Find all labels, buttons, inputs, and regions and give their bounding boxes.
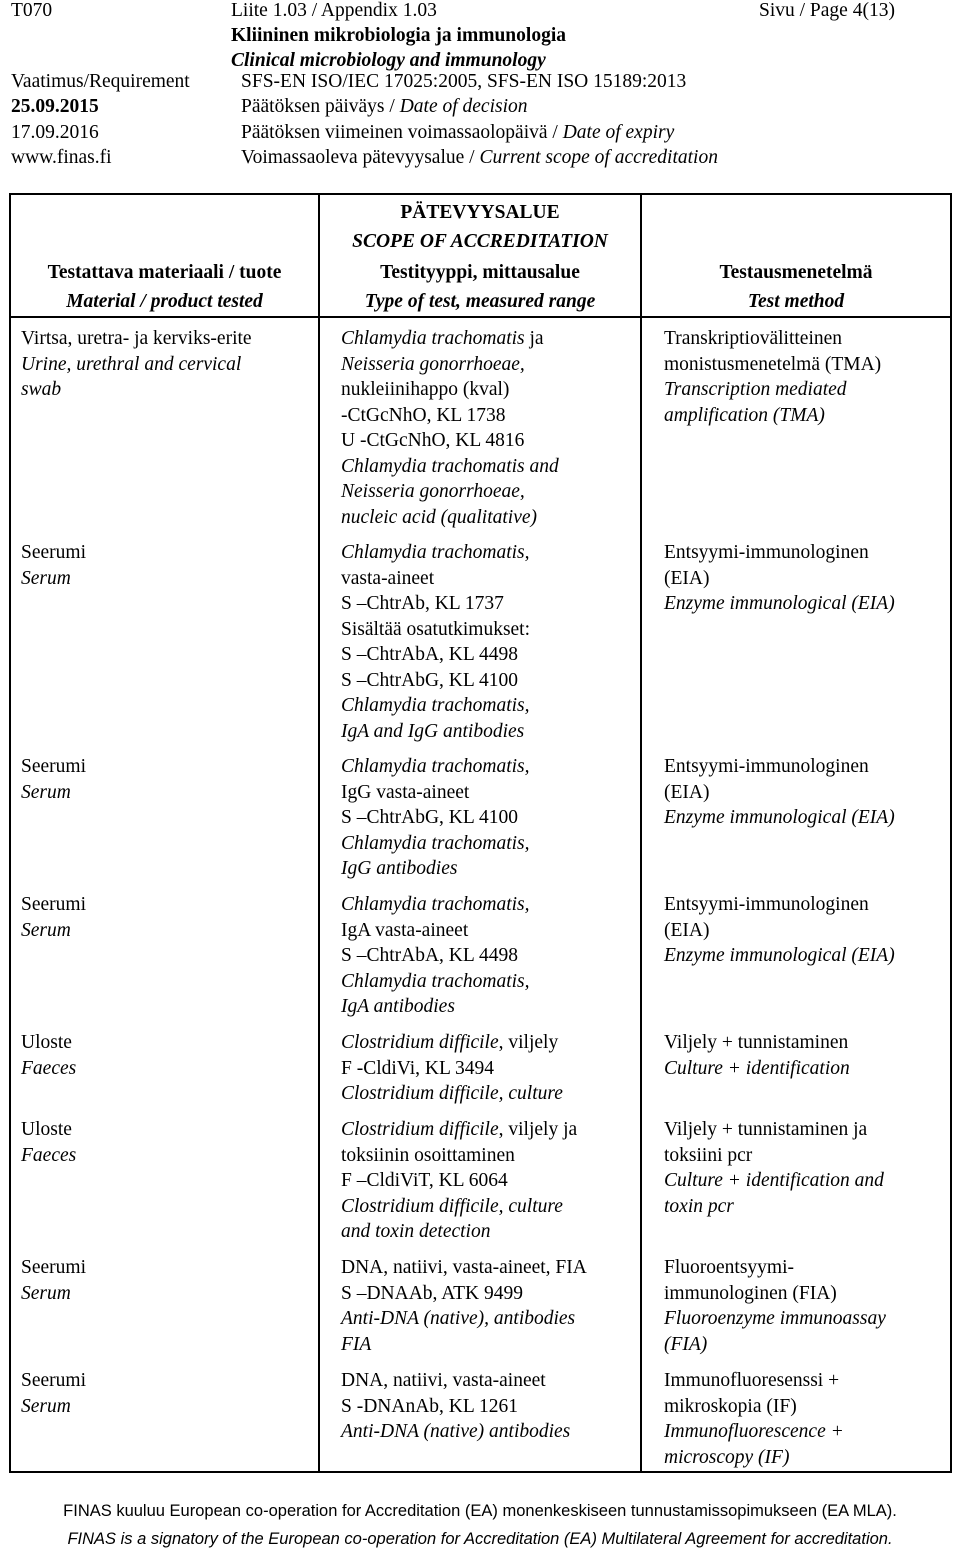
material-en: Faeces: [21, 1144, 77, 1166]
method-en: Culture + identification and: [664, 1170, 884, 1191]
row1-material: [21, 326, 252, 403]
decision-label: [241, 96, 528, 118]
header-row-1: [11, 0, 951, 25]
organism-name: Chlamydia trachomatis,: [341, 542, 530, 563]
test-en: nucleic acid (qualitative): [341, 506, 538, 528]
test-line: DNA, natiivi, vasta-aineet: [341, 1370, 546, 1391]
scope-title-en: SCOPE OF ACCREDITATION: [352, 231, 608, 252]
row2-method: [664, 540, 895, 617]
method-en: Enzyme immunological (EIA): [664, 593, 895, 614]
row6-test: [341, 1117, 577, 1245]
organism-name: Chlamydia trachomatis,: [341, 756, 530, 777]
organism-name: Neisseria gonorrhoeae,: [341, 353, 525, 375]
organism-name: Chlamydia trachomatis,: [341, 894, 530, 915]
material-fi: Seerumi: [21, 1370, 86, 1391]
method-en: Enzyme immunological (EIA): [664, 945, 895, 966]
test-line: toksiinin osoittaminen: [341, 1144, 515, 1166]
method-fi: (EIA): [664, 781, 710, 803]
test-en: Chlamydia trachomatis and: [341, 455, 559, 477]
material-en-cont: swab: [21, 379, 62, 400]
row2-material: [21, 540, 86, 591]
row8-test: [341, 1368, 570, 1445]
decision-date: 25.09.2015: [11, 96, 99, 117]
footer-note-en: FINAS is a signatory of the European co-operation for Accreditation (EA) Multilateral Agreement for accreditation.: [67, 1530, 893, 1548]
test-code: -CtGcNhO, KL 1738: [341, 404, 506, 426]
page-number: Sivu / Page 4(13): [759, 0, 895, 21]
method-en: Immunofluorescence +: [664, 1421, 844, 1442]
row2-test: [341, 540, 530, 744]
row5-material: [21, 1030, 76, 1081]
material-fi: Seerumi: [21, 894, 86, 915]
test-line: [341, 1030, 563, 1056]
test-line-text: , viljely ja: [498, 1119, 578, 1140]
scope-label-fi: Voimassaoleva pätevyysalue /: [241, 147, 480, 168]
website: www.finas.fi: [11, 147, 112, 168]
method-fi: (EIA): [664, 567, 710, 589]
material-en: Serum: [21, 1395, 71, 1417]
test-line: Sisältää osatutkimukset:: [341, 618, 531, 640]
method-fi: Viljely + tunnistaminen ja: [664, 1119, 868, 1140]
test-en: Clostridium difficile, culture: [341, 1083, 563, 1104]
row7-test: [341, 1255, 587, 1357]
footer-note-fi: FINAS kuuluu European co-operation for Accreditation (EA) monenkeskiseen tunnustamissopimukseen (EA MLA).: [63, 1502, 897, 1520]
field-title-fi: Kliininen mikrobiologia ja immunologia: [231, 25, 566, 46]
material-fi: Seerumi: [21, 1257, 86, 1278]
test-en: Clostridium difficile, culture: [341, 1195, 563, 1217]
row3-test: [341, 754, 530, 882]
method-en: Fluoroenzyme immunoassay: [664, 1308, 886, 1329]
method-fi: monistusmenetelmä (TMA): [664, 353, 882, 375]
col2-heading-fi: Testityyppi, mittausalue: [380, 262, 580, 283]
doc-code: T070: [11, 0, 53, 21]
row6-method: [664, 1117, 884, 1219]
row3-material: [21, 754, 86, 805]
method-fi: Immunofluoresenssi +: [664, 1370, 840, 1391]
test-code: U -CtGcNhO, KL 4816: [341, 430, 525, 451]
column-divider-1: [318, 193, 320, 1473]
requirement-label: Vaatimus/Requirement: [11, 71, 190, 92]
test-en: Anti-DNA (native), antibodies: [341, 1308, 576, 1329]
test-code: S –ChtrAbG, KL 4100: [341, 669, 518, 691]
organism-name: Clostridium difficile: [341, 1119, 499, 1140]
material-fi: Uloste: [21, 1032, 72, 1053]
method-en: Transcription mediated: [664, 379, 847, 400]
field-title-en: Clinical microbiology and immunology: [231, 50, 546, 71]
material-en: Serum: [21, 919, 71, 941]
decision-label-fi: Päätöksen päiväys /: [241, 96, 400, 117]
test-en: Chlamydia trachomatis,: [341, 970, 530, 992]
expiry-label-fi: Päätöksen viimeinen voimassaolopäivä /: [241, 122, 563, 143]
test-line: [341, 1117, 577, 1143]
test-code: S –ChtrAbG, KL 4100: [341, 807, 518, 828]
scope-label: [241, 147, 718, 169]
material-fi: Uloste: [21, 1119, 72, 1140]
organism-name: Clostridium difficile: [341, 1032, 499, 1053]
test-code: F -CldiVi, KL 3494: [341, 1057, 495, 1079]
table-top-border: [9, 193, 951, 195]
material-en: Serum: [21, 781, 71, 803]
test-code: S –DNAAb, ATK 9499: [341, 1282, 524, 1304]
test-line: nukleiinihappo (kval): [341, 379, 510, 400]
material-fi: Seerumi: [21, 756, 86, 777]
method-fi: mikroskopia (IF): [664, 1395, 797, 1417]
column-divider-2: [640, 193, 642, 1473]
test-line-text: ja: [524, 328, 544, 349]
scope-label-en: Current scope of accreditation: [479, 147, 718, 168]
material-fi: Seerumi: [21, 542, 86, 563]
method-fi: Entsyymi-immunologinen: [664, 542, 869, 563]
material-en: Urine, urethral and cervical: [21, 353, 242, 375]
test-en: Chlamydia trachomatis,: [341, 695, 530, 716]
test-en: FIA: [341, 1333, 372, 1355]
expiry-label: [241, 122, 674, 144]
row6-material: [21, 1117, 76, 1168]
row1-method: [664, 326, 881, 428]
row4-material: [21, 892, 86, 943]
test-line: vasta-aineet: [341, 567, 435, 589]
material-en: Faeces: [21, 1057, 77, 1079]
col3-heading-en: Test method: [747, 291, 845, 312]
col3-heading-fi: Testausmenetelmä: [719, 262, 873, 283]
material-fi: Virtsa, uretra- ja kerviks-erite: [21, 328, 252, 349]
test-en: Chlamydia trachomatis,: [341, 832, 530, 854]
material-en: Serum: [21, 1282, 71, 1304]
scope-title-fi: PÄTEVYYSALUE: [400, 202, 560, 223]
test-en: IgA and IgG antibodies: [341, 720, 525, 742]
decision-label-en: Date of decision: [399, 96, 528, 117]
method-en: microscopy (IF): [664, 1446, 790, 1468]
col1-heading-en: Material / product tested: [66, 291, 263, 312]
method-fi: Transkriptiovälitteinen: [664, 328, 843, 349]
table-right-border: [950, 193, 952, 1473]
method-en: amplification (TMA): [664, 404, 825, 426]
row8-material: [21, 1368, 86, 1419]
col2-heading-en: Type of test, measured range: [364, 291, 596, 312]
test-en: Neisseria gonorrhoeae,: [341, 481, 525, 502]
row3-method: [664, 754, 895, 831]
test-line: [341, 326, 559, 352]
row5-test: [341, 1030, 563, 1107]
material-en: Serum: [21, 567, 71, 589]
col1-heading-fi: Testattava materiaali / tuote: [47, 262, 282, 283]
test-en: Anti-DNA (native) antibodies: [341, 1421, 571, 1442]
method-fi: Fluoroentsyymi-: [664, 1257, 794, 1278]
expiry-date: 17.09.2016: [11, 122, 99, 143]
method-fi: toksiini pcr: [664, 1144, 753, 1166]
row7-material: [21, 1255, 86, 1306]
requirement-value: SFS-EN ISO/IEC 17025:2005, SFS-EN ISO 15189:2013: [241, 71, 687, 92]
row7-method: [664, 1255, 886, 1357]
method-fi: Entsyymi-immunologinen: [664, 756, 869, 777]
row1-test: [341, 326, 559, 530]
test-line: IgG vasta-aineet: [341, 781, 470, 803]
test-en: IgA antibodies: [341, 996, 455, 1017]
table-header-border: [9, 316, 951, 318]
method-en: Culture + identification: [664, 1057, 850, 1079]
row5-method: [664, 1030, 850, 1081]
organism-name: Chlamydia trachomatis: [341, 328, 525, 349]
appendix-label: Liite 1.03 / Appendix 1.03: [231, 0, 437, 21]
method-fi: Viljely + tunnistaminen: [664, 1032, 849, 1053]
test-line: DNA, natiivi, vasta-aineet, FIA: [341, 1257, 587, 1278]
test-code: S –ChtrAbA, KL 4498: [341, 945, 518, 966]
test-line-text: , viljely: [498, 1032, 559, 1053]
method-en: (FIA): [664, 1333, 708, 1355]
table-left-border: [9, 193, 11, 1473]
test-code: F –CldiViT, KL 6064: [341, 1170, 508, 1191]
test-en: IgG antibodies: [341, 858, 458, 879]
table-bottom-border: [9, 1471, 951, 1473]
test-en: and toxin detection: [341, 1221, 491, 1242]
expiry-label-en: Date of expiry: [562, 122, 675, 143]
test-code: S -DNAnAb, KL 1261: [341, 1395, 518, 1417]
test-code: S –ChtrAbA, KL 4498: [341, 644, 518, 665]
row4-test: [341, 892, 530, 1020]
method-fi: Entsyymi-immunologinen: [664, 894, 869, 915]
method-en: Enzyme immunological (EIA): [664, 807, 895, 828]
row4-method: [664, 892, 895, 969]
test-line: IgA vasta-aineet: [341, 919, 469, 941]
test-code: S –ChtrAb, KL 1737: [341, 593, 504, 614]
method-en: toxin pcr: [664, 1195, 734, 1217]
method-fi: immunologinen (FIA): [664, 1282, 837, 1304]
row8-method: [664, 1368, 844, 1470]
method-fi: (EIA): [664, 919, 710, 941]
